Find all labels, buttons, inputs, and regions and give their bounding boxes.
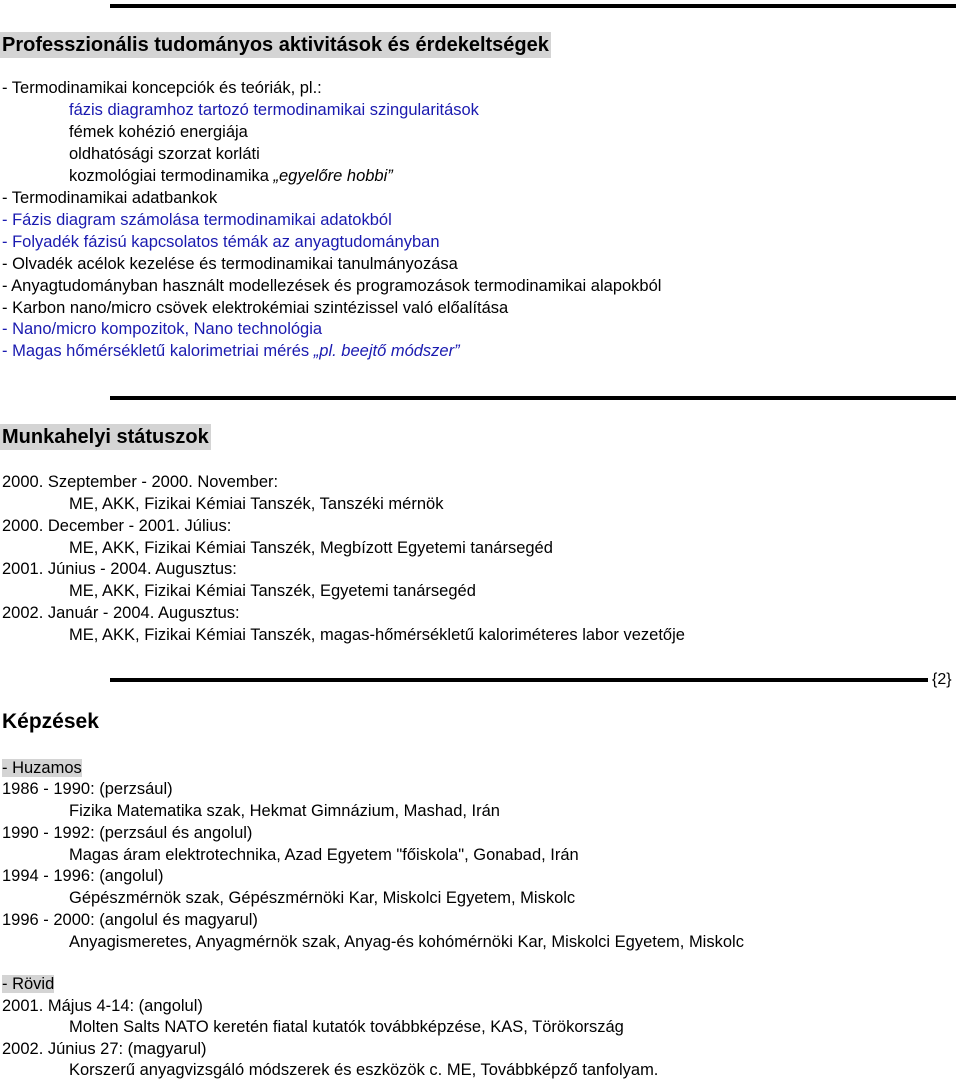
education-desc: Magas áram elektrotechnika, Azad Egyetem "főiskola", Gonabad, Irán	[69, 846, 579, 864]
list-subitem: fázis diagramhoz tartozó termodinamikai szingularitások	[69, 101, 479, 119]
education-period: 2002. Június 27: (magyarul)	[2, 1040, 207, 1058]
education-period: 1990 - 1992: (perzsául és angolul)	[2, 824, 253, 842]
section-title-work: Munkahelyi státuszok	[2, 426, 209, 448]
list-item-text: - Magas hőmérsékletű kalorimetriai mérés	[2, 342, 314, 360]
list-item: - Termodinamikai adatbankok	[2, 189, 218, 207]
section-rule	[110, 396, 956, 400]
list-item: - Fázis diagram számolása termodinamikai adatokból	[2, 211, 392, 229]
education-desc: Molten Salts NATO keretén fiatal kutatók továbbképzése, KAS, Törökország	[69, 1018, 624, 1036]
list-subitem	[69, 166, 393, 186]
list-item: - Folyadék fázisú kapcsolatos témák az anyagtudományban	[2, 233, 440, 251]
list-subitem-text: kozmológiai termodinamika	[69, 167, 274, 185]
education-group-label	[2, 974, 54, 994]
list-item: - Nano/micro kompozitok, Nano technológia	[2, 320, 323, 338]
work-period: 2000. Szeptember - 2000. November:	[2, 473, 279, 491]
education-desc: Fizika Matematika szak, Hekmat Gimnázium, Mashad, Irán	[69, 802, 500, 820]
work-period: 2001. Június - 2004. Augusztus:	[2, 560, 237, 578]
list-item: - Termodinamikai koncepciók és teóriák, pl.:	[2, 79, 322, 97]
education-desc: Gépészmérnök szak, Gépészmérnöki Kar, Miskolci Egyetem, Miskolc	[69, 889, 576, 907]
education-period: 2001. Május 4-14: (angolul)	[2, 997, 203, 1015]
page-break-rule	[110, 678, 928, 682]
list-item: - Karbon nano/micro csövek elektrokémiai szintézissel való előalítása	[2, 299, 509, 317]
list-item: - Anyagtudományban használt modellezések és programozások termodinamikai alapokból	[2, 277, 662, 295]
education-group-long: - Huzamos	[2, 759, 82, 777]
list-item	[2, 341, 460, 361]
page-number: {2}	[932, 671, 952, 688]
list-item-italic: „pl. beejtő módszer”	[313, 342, 460, 360]
section-title-activities: Professzionális tudományos aktivitások és érdekeltségek	[2, 34, 549, 56]
work-desc: ME, AKK, Fizikai Kémiai Tanszék, Tanszéki mérnök	[69, 495, 444, 513]
education-period: 1986 - 1990: (perzsául)	[2, 780, 173, 798]
work-period: 2002. Január - 2004. Augusztus:	[2, 604, 240, 622]
work-period: 2000. December - 2001. Július:	[2, 517, 232, 535]
work-desc: ME, AKK, Fizikai Kémiai Tanszék, Egyetemi tanársegéd	[69, 582, 476, 600]
education-period: 1994 - 1996: (angolul)	[2, 867, 164, 885]
list-subitem: oldhatósági szorzat korláti	[69, 145, 260, 163]
education-group-short: - Rövid	[2, 975, 55, 993]
section-title-education: Képzések	[2, 710, 99, 733]
top-rule	[110, 4, 956, 8]
education-period: 1996 - 2000: (angolul és magyarul)	[2, 911, 258, 929]
education-desc: Anyagismeretes, Anyagmérnök szak, Anyag-és kohómérnöki Kar, Miskolci Egyetem, Miskolc	[69, 933, 744, 951]
education-group-label	[2, 758, 82, 778]
list-item: - Olvadék acélok kezelése és termodinamikai tanulmányozása	[2, 255, 458, 273]
list-subitem-italic: „egyelőre hobbi”	[273, 167, 393, 185]
work-desc: ME, AKK, Fizikai Kémiai Tanszék, Megbízott Egyetemi tanársegéd	[69, 539, 553, 557]
education-desc: Korszerű anyagvizsgáló módszerek és eszközök c. ME, Továbbképző tanfolyam.	[69, 1061, 659, 1079]
list-subitem: fémek kohézió energiája	[69, 123, 248, 141]
work-desc: ME, AKK, Fizikai Kémiai Tanszék, magas-hőmérsékletű kaloriméteres labor vezetője	[69, 626, 685, 644]
